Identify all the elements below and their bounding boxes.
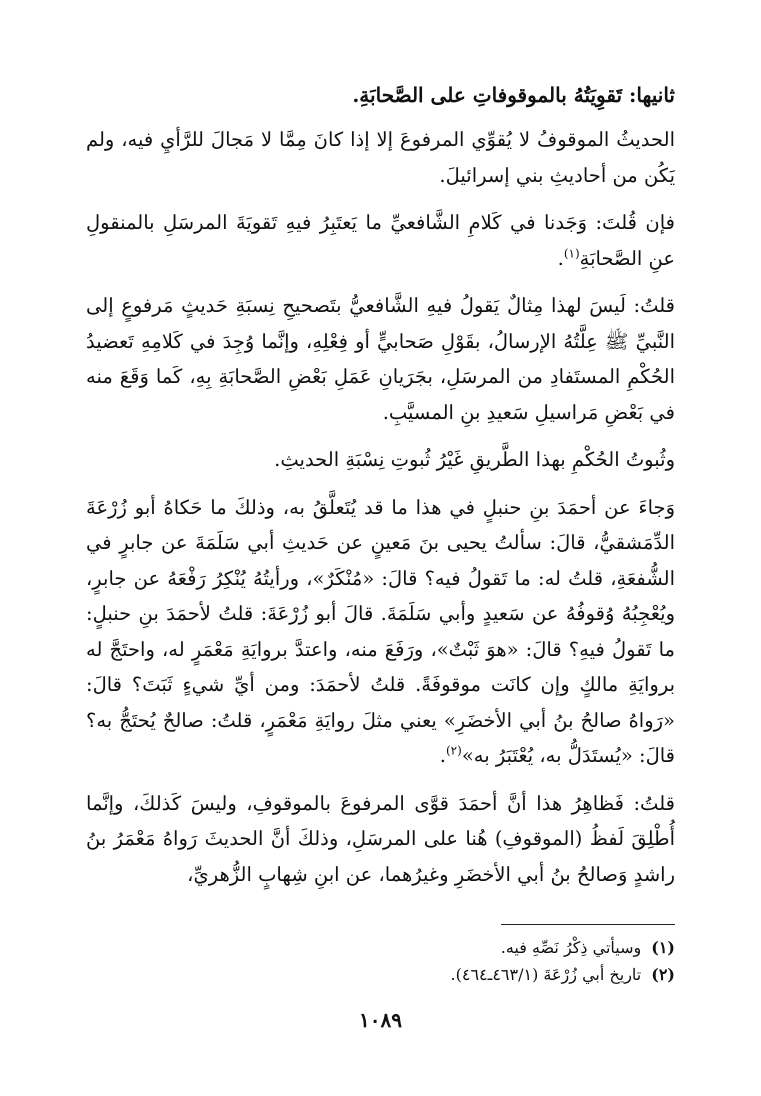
page-number: ١٠٨٩: [359, 1008, 402, 1032]
paragraph-4-text: وثُبوتُ الحُكْمِ بهذا الطَّريقِ غَيْرُ ثُبوتِ نِسْبَةِ الحديثِ.: [274, 448, 675, 471]
footnote-ref-1[interactable]: (١): [563, 246, 580, 260]
paragraph-3-text: قلتُ: لَيسَ لهذا مِثالٌ يَقولُ فيهِ الشَّافعيُّ بتَصحيحِ نِسبَةِ حَديثٍ مَرفوعٍ إلى النَّبيِّ ﷺ عِلَّتُهُ الإرسالُ، بقَوْلِ صَحابيٍّ أو فِعْلِهِ، وإنَّما وُجِدَ في كَلامِهِ تَعضيدُ الحُكْمِ المستَفادِ من المرسَلِ، بجَرَيانِ عَمَلِ بَعْضِ الصَّحابَةِ بِهِ، كَما وَقَعَ منه في بَعْضِ مَراسيلِ سَعيدِ بنِ المسيَّبِ.: [86, 294, 675, 424]
paragraph-2-text: فإن قُلتَ: وَجَدنا في كَلامِ الشَّافعيِّ ما يَعتَبِرُ فيهِ تَقويَةَ المرسَلِ بالمنقولِ عنِ الصَّحابَةِ: [86, 211, 675, 270]
paragraph-5: [86, 490, 675, 774]
paragraph-3: [86, 288, 675, 430]
paragraph-6: [86, 786, 675, 893]
footnote-1-text: وسيأتي ذِكْرُ نَصِّهِ فيه.: [500, 938, 642, 957]
paragraph-5-text: وَجاءَ عن أحمَدَ بنِ حنبلٍ في هذا ما قد يُتَعلَّقُ به، وذلكَ ما حَكاهُ أبو زُرْعَةَ الدِّمَشقيُّ، قالَ: سألتُ يحيى بنَ مَعينٍ عن حَديثِ أبي سَلَمَةَ عن جابرٍ في الشُّفعَةِ، قلتُ له: ما تَقولُ فيه؟ قالَ: «مُنْكَرٌ»، ورأيتُهُ يُنْكِرُ رَفْعَهُ عن جابرٍ، ويُعْجِبُهُ وُقوفُهُ عن سَعيدٍ وأبي سَلَمَةَ. قالَ أبو زُرْعَةَ: قلتُ لأحمَدَ بنِ حنبلٍ: ما تَقولُ فيهِ؟ قالَ: «هوَ ثَبْتٌ»، ورَفَعَ منه، واعتدَّ بروايَةِ مَعْمَرٍ له، واحتَجَّ له بروايَةِ مالكٍ وإن كانَت موقوفَةً. قلتُ لأحمَدَ: ومن أيِّ شيءٍ ثَبَتَ؟ قالَ: «رَواهُ صالحُ بنُ أبي الأخضَرِ» يعني مثلَ روايَةِ مَعْمَرٍ، قلتُ: صالحٌ يُحتَجُّ به؟ قالَ: «يُستَدَلُّ به، يُعْتَبَرُ به»: [86, 495, 675, 767]
footnote-2-text: تاريخ أبي زُرْعَةَ (٤٦٣/١ـ٤٦٤).: [450, 965, 642, 984]
footnote-2: [86, 961, 675, 988]
footnote-ref-2[interactable]: (٢): [445, 743, 462, 758]
footnote-1-number: (١): [651, 938, 675, 957]
footnote-1: [86, 934, 675, 961]
paragraph-2: [86, 205, 675, 276]
paragraph-1-text: الحديثُ الموقوفُ لا يُقوِّي المرفوعَ إلا إذا كانَ مِمَّا لا مَجالَ للرَّأيِ فيه، ولم يَكُن من أحاديثِ بني إسرائيلَ.: [86, 128, 675, 187]
footnotes: [86, 934, 675, 988]
section-heading: ثانيها: تَقوِيَتُهُ بالموقوفاتِ على الصَّحابَةِ.: [352, 83, 675, 107]
paragraph-2-end: .: [557, 246, 564, 270]
paragraph-5-end: .: [439, 744, 446, 767]
paragraph-4: [86, 442, 675, 478]
footnote-divider: [501, 924, 675, 925]
paragraph-1: [86, 122, 675, 193]
paragraph-6-text: قلتُ: فَظاهِرُ هذا أنَّ أحمَدَ قوَّى المرفوعَ بالموقوفِ، وليسَ كَذلكَ، وإنَّما أُطْلِقَ لَفظُ (الموقوفِ) هُنا على المرسَلِ، وذلكَ أنَّ الحديثَ رَواهُ مَعْمَرُ بنُ راشدٍ وَصالحُ بنُ أبي الأخضَرِ وغيرُهما، عن ابنِ شِهابٍ الزُّهريِّ،: [86, 791, 675, 886]
footnote-2-number: (٢): [651, 965, 675, 984]
